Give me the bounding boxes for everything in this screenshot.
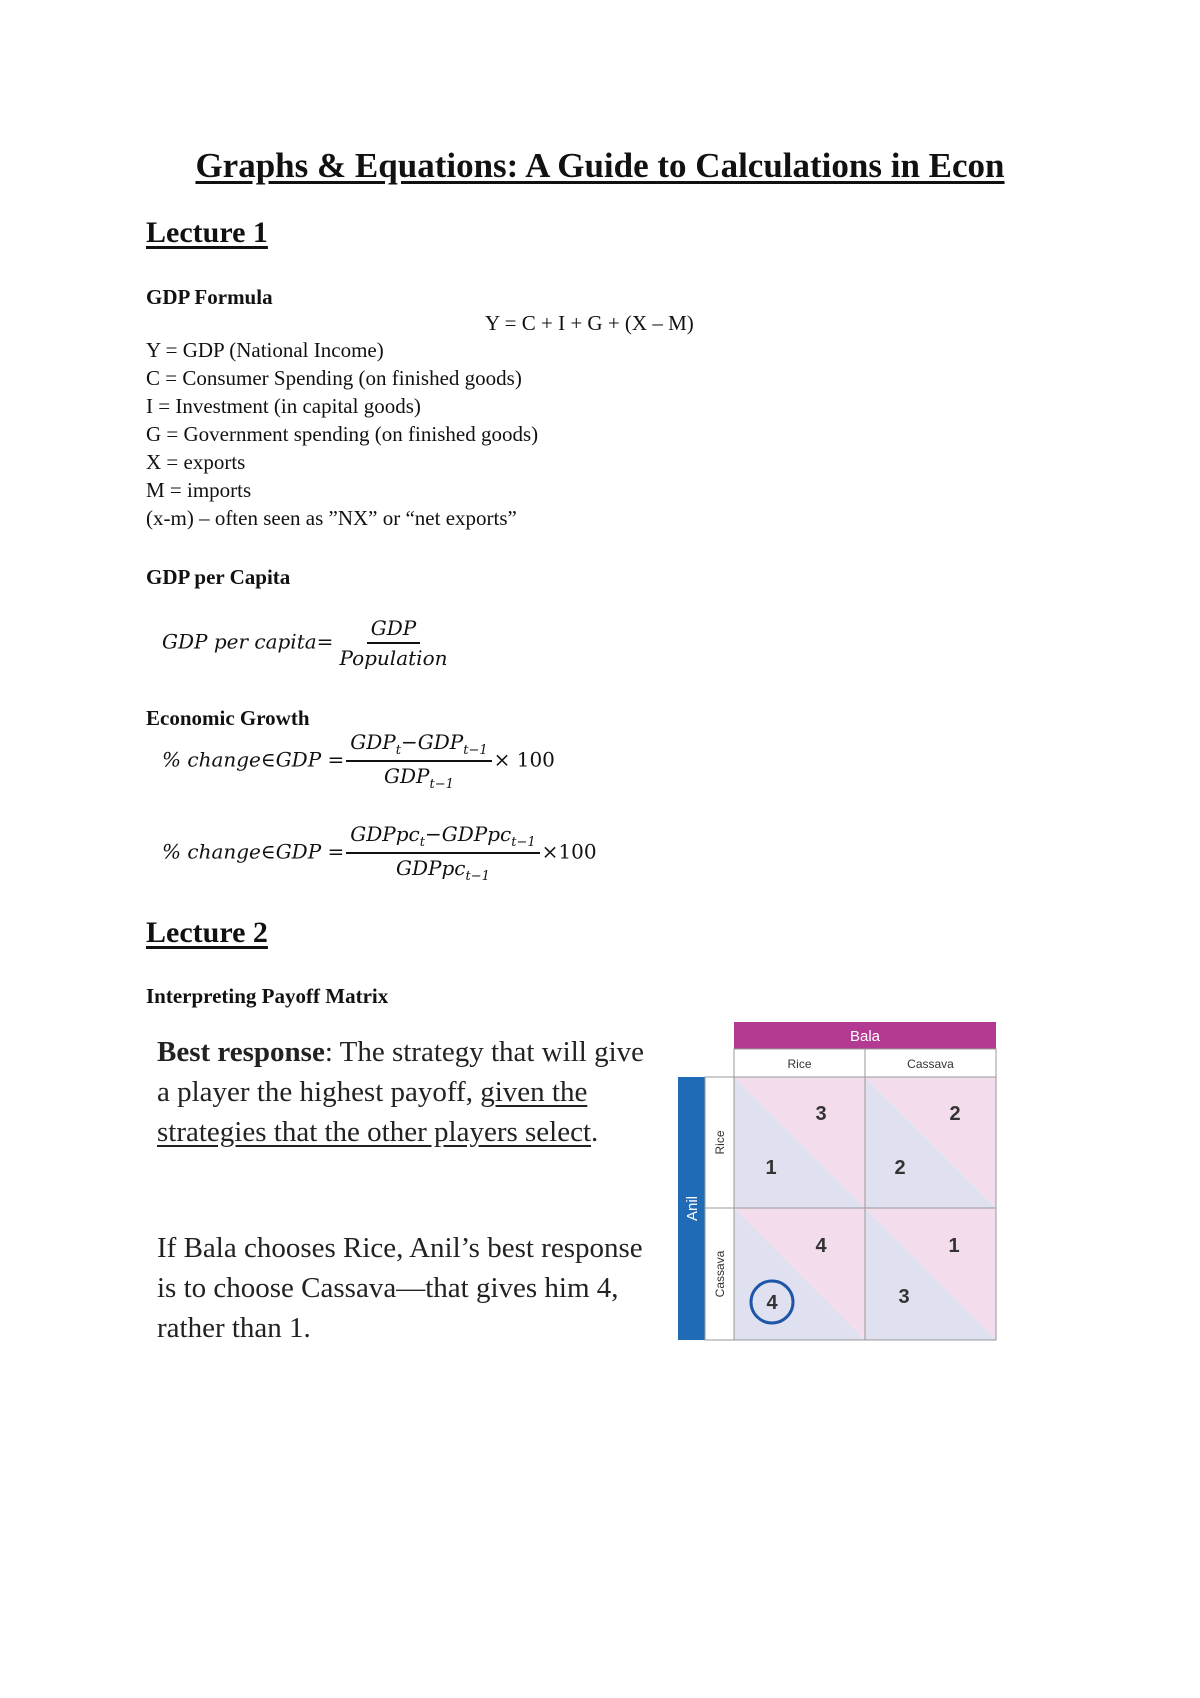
economic-growth-heading: Economic Growth — [146, 706, 310, 730]
fraction-numerator: GDP — [367, 616, 420, 644]
growth-multiplier: ×100 — [541, 839, 597, 864]
growth-formula-gdppc — [162, 822, 597, 884]
definition-i: I = Investment (in capital goods) — [146, 394, 421, 418]
anil-payoff: 1 — [765, 1157, 777, 1179]
fraction-numerator: $GDP_t-GDP_{t-1}$ — [346, 730, 491, 762]
anil-payoff: 2 — [894, 1157, 906, 1179]
fraction-denominator: Population — [339, 646, 448, 670]
definition-x: X = exports — [146, 450, 246, 474]
payoff-matrix-heading: Interpreting Payoff Matrix — [146, 984, 389, 1008]
best-response-term: Best response — [157, 1036, 325, 1068]
definition-m: M = imports — [146, 478, 252, 502]
bala-payoff: 3 — [815, 1103, 827, 1125]
growth-multiplier: × 100 — [493, 747, 555, 772]
gdp-per-capita-formula — [162, 616, 453, 670]
anil-payoff: 3 — [898, 1286, 910, 1308]
growth-fraction — [346, 822, 539, 884]
cell-rice-cassava — [865, 1077, 996, 1208]
fraction-numerator: GDPpc$_t$−GDPpc$_{t-1}$ — [346, 822, 539, 854]
fraction-denominator: GDPpc$_{t-1}$ — [396, 856, 490, 884]
bala-payoff: 4 — [815, 1235, 827, 1257]
bala-payoff: 1 — [948, 1235, 960, 1257]
column-label-cassava: Cassava — [907, 1057, 954, 1071]
growth-fraction — [346, 730, 491, 792]
row-label-rice: Rice — [713, 1130, 727, 1155]
anil-payoff: 4 — [766, 1292, 778, 1314]
cell-cassava-rice — [734, 1208, 865, 1340]
best-response-example: If Bala chooses Rice, Anil’s best response is to choose Cassava—that gives him 4, rather than 1. — [157, 1232, 643, 1344]
bala-label: Bala — [849, 1028, 881, 1045]
definition-y: Y = GDP (National Income) — [146, 338, 384, 362]
gdp-equation: Y = C + I + G + (X – M) — [485, 311, 694, 335]
cell-cassava-cassava — [865, 1208, 996, 1340]
page-title: Graphs & Equations: A Guide to Calculations in Econ — [195, 146, 1005, 185]
growth-formula-gdp — [162, 730, 555, 792]
row-label-cassava: Cassava — [713, 1250, 727, 1298]
gdp-per-capita-heading: GDP per Capita — [146, 565, 291, 589]
fraction-denominator: $GDP_{t-1}$ — [384, 764, 454, 792]
gdp-definitions — [146, 338, 538, 534]
definition-g: G = Government spending (on finished goods) — [146, 422, 539, 446]
cell-rice-rice — [734, 1077, 865, 1208]
lecture-2-heading: Lecture 2 — [146, 916, 268, 949]
gdp-formula-heading: GDP Formula — [146, 285, 273, 309]
definition-c: C = Consumer Spending (on finished goods) — [146, 366, 522, 390]
bala-payoff: 2 — [949, 1103, 961, 1125]
lecture-1-heading: Lecture 1 — [146, 216, 268, 249]
growth-lhs: % change∈GDP = — [162, 839, 345, 864]
column-label-rice: Rice — [787, 1057, 812, 1071]
best-response-underlined: given the strategies that the other players select — [157, 1076, 592, 1148]
best-response-definition: Best response: The strategy that will give a player the highest payoff, given the strategies that the other players select. — [157, 1036, 645, 1148]
anil-label: Anil — [684, 1195, 701, 1222]
gdp-per-capita-lhs: GDP per capita= — [162, 629, 334, 654]
growth-lhs: % change∈GDP = — [162, 747, 345, 772]
definition-nx: (x-m) – often seen as ”NX” or “net exports” — [146, 506, 517, 530]
gdp-per-capita-fraction — [335, 616, 451, 670]
payoff-matrix — [675, 1020, 1000, 1345]
